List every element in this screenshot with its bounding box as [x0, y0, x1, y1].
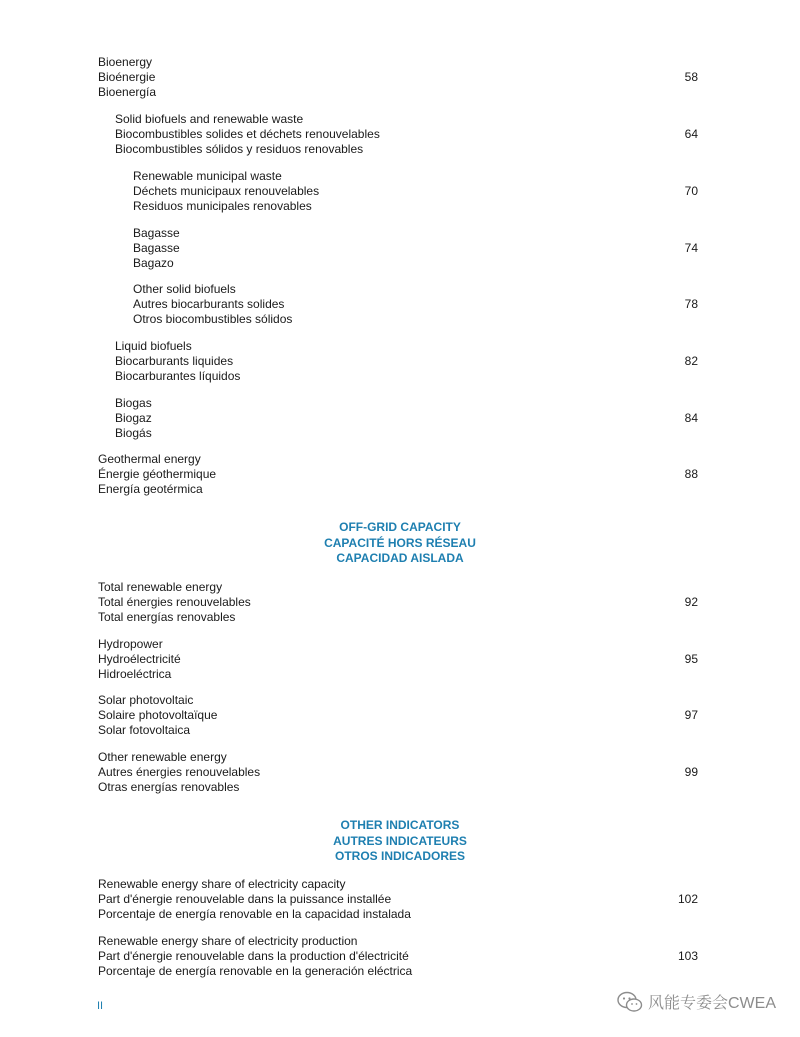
- section-heading-line: AUTRES INDICATEURS: [333, 833, 467, 848]
- toc-entry: [98, 637, 698, 682]
- toc-entry-title: Porcentaje de energía renovable en la capacidad instalada: [98, 907, 411, 921]
- toc-entry: [98, 750, 698, 795]
- page-number-roman: II: [97, 1000, 104, 1012]
- toc-entry-page-number: 58: [684, 70, 698, 84]
- toc-entry: [98, 580, 698, 625]
- toc-entry: [98, 693, 698, 738]
- toc-entry-title: Otras energías renovables: [98, 780, 240, 794]
- toc-entry-title: Residuos municipales renovables: [133, 199, 312, 213]
- toc-entry: [133, 226, 698, 271]
- toc-entry-title: Hydroélectricité: [98, 652, 181, 666]
- toc-entry-title: Total renewable energy: [98, 580, 223, 594]
- toc-entry: [98, 877, 698, 922]
- toc-entry-title: Part d'énergie renouvelable dans la puissance installée: [98, 892, 392, 906]
- toc-entry-title: Bagasse: [133, 226, 180, 240]
- toc-entry-title: Other renewable energy: [98, 750, 227, 764]
- toc-entry: [98, 452, 698, 497]
- toc-entry-titles: [98, 934, 698, 979]
- toc-entry-titles: [133, 282, 698, 327]
- toc-entry-title: Biocombustibles solides et déchets renouvelables: [115, 127, 380, 141]
- toc-entry-titles: [133, 226, 698, 271]
- toc-entry-title: Solaire photovoltaïque: [98, 708, 218, 722]
- toc-entry-page-number: 88: [684, 467, 698, 481]
- toc-entry-title: Solar fotovoltaica: [98, 723, 191, 737]
- section-heading-other-indicators: [0, 818, 800, 865]
- toc-entry-title: Solar photovoltaic: [98, 693, 194, 707]
- section-heading-line: CAPACIDAD AISLADA: [336, 551, 464, 565]
- toc-entry-titles: [115, 396, 698, 441]
- toc-entry-page-number: 74: [684, 241, 698, 255]
- section-heading-line: OTHER INDICATORS: [340, 818, 460, 832]
- watermark: [617, 990, 776, 1013]
- section-heading-offgrid: [0, 520, 800, 567]
- toc-entry-page-number: 103: [677, 949, 698, 963]
- toc-entry-titles: [98, 580, 698, 625]
- section-heading-line: OFF-GRID CAPACITY: [339, 520, 461, 534]
- toc-entry-page-number: 95: [684, 652, 698, 666]
- toc-entry-page-number: 92: [684, 595, 698, 609]
- toc-entry: [115, 339, 698, 384]
- toc-entry-title: Otros biocombustibles sólidos: [133, 312, 293, 326]
- wechat-icon: [617, 991, 643, 1013]
- toc-entry-title: Total energías renovables: [98, 610, 236, 624]
- toc-entry-title: Biogas: [115, 396, 152, 410]
- toc-entry-page-number: 82: [684, 354, 698, 368]
- toc-entry-title: Renewable energy share of electricity capacity: [98, 877, 346, 891]
- toc-entry-title: Bagasse: [133, 241, 180, 255]
- toc-entry-titles: [98, 452, 698, 497]
- toc-entry-title: Biogaz: [115, 411, 152, 425]
- toc-entry: [98, 934, 698, 979]
- toc-entry-title: Déchets municipaux renouvelables: [133, 184, 320, 198]
- toc-entry-titles: [98, 637, 698, 682]
- toc-entry-page-number: 78: [684, 297, 698, 311]
- toc-entry-title: Bioenergía: [98, 85, 157, 99]
- toc-entry-titles: [133, 169, 698, 214]
- watermark-text: 风能专委会CWEA: [647, 995, 776, 1012]
- toc-entry-title: Other solid biofuels: [133, 282, 236, 296]
- toc-entry: [133, 282, 698, 327]
- toc-entry-title: Biocarburants liquides: [115, 354, 234, 368]
- toc-entry-title: Bioénergie: [98, 70, 156, 84]
- toc-entry-title: Porcentaje de energía renovable en la generación eléctrica: [98, 964, 413, 978]
- toc-entry-title: Solid biofuels and renewable waste: [115, 112, 304, 126]
- toc-entry-title: Part d'énergie renouvelable dans la production d'électricité: [98, 949, 409, 963]
- toc-entry-title: Renewable municipal waste: [133, 169, 282, 183]
- toc-entry-title: Hidroeléctrica: [98, 667, 172, 681]
- toc-entry-title: Biocarburantes líquidos: [115, 369, 241, 383]
- toc-entry-title: Geothermal energy: [98, 452, 201, 466]
- toc-entry-title: Bioenergy: [98, 55, 153, 69]
- toc-entry-page-number: 97: [684, 708, 698, 722]
- toc-entry-page-number: 99: [684, 765, 698, 779]
- toc-entry-title: Autres énergies renouvelables: [98, 765, 261, 779]
- toc-entry: [115, 396, 698, 441]
- toc-entry-titles: [98, 693, 698, 738]
- toc-entry-title: Biocombustibles sólidos y residuos renovables: [115, 142, 364, 156]
- section-heading-line: CAPACITÉ HORS RÉSEAU: [324, 535, 476, 550]
- toc-entry: [133, 169, 698, 214]
- toc-entry-titles: [115, 339, 698, 384]
- toc-entry-title: Energía geotérmica: [98, 482, 203, 496]
- toc-entry-page-number: 102: [677, 892, 698, 906]
- toc-entry-titles: [98, 877, 698, 922]
- toc-entry-titles: [98, 750, 698, 795]
- toc-entry-page-number: 64: [684, 127, 698, 141]
- toc-entry-title: Total énergies renouvelables: [98, 595, 251, 609]
- toc-entry-title: Hydropower: [98, 637, 163, 651]
- toc-entry: [115, 112, 698, 157]
- toc-entry-title: Bagazo: [133, 256, 174, 270]
- toc-entry-page-number: 70: [684, 184, 698, 198]
- section-heading-line: OTROS INDICADORES: [334, 849, 465, 863]
- toc-entry-page-number: 84: [684, 411, 698, 425]
- toc-entry-titles: [115, 112, 698, 157]
- toc-entry: [98, 55, 698, 100]
- toc-entry-titles: [98, 55, 698, 100]
- toc-entry-title: Énergie géothermique: [98, 467, 217, 481]
- toc-entry-title: Biogás: [115, 426, 152, 440]
- toc-entry-title: Renewable energy share of electricity production: [98, 934, 358, 948]
- toc-entry-title: Autres biocarburants solides: [133, 297, 285, 311]
- toc-entry-title: Liquid biofuels: [115, 339, 192, 353]
